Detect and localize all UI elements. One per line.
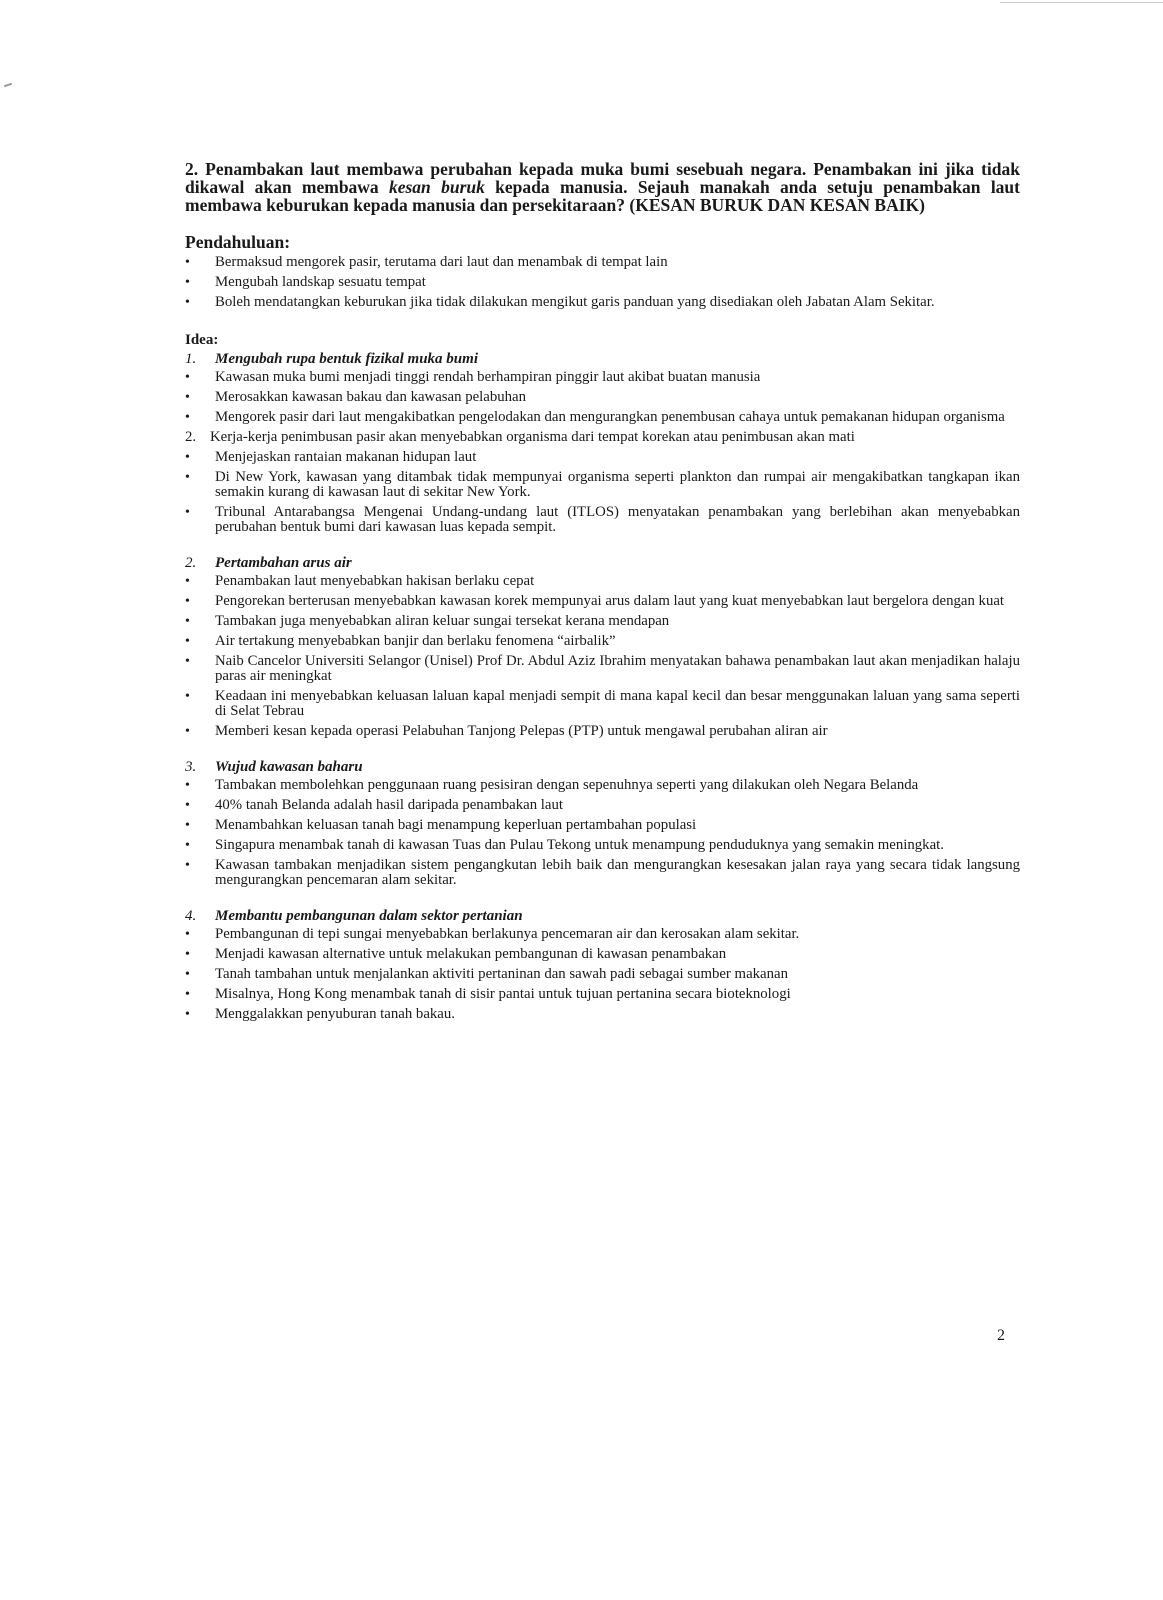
list-item: • Naib Cancelor Universiti Selangor (Unisel) Prof Dr. Abdul Aziz Ibrahim menyatakan bahawa penambakan laut akan menjadikan halaju paras air meningkat — [185, 654, 1020, 684]
list-item: • Merosakkan kawasan bakau dan kawasan pelabuhan — [185, 390, 1020, 405]
list-item: • Pembangunan di tepi sungai menyebabkan berlakunya pencemaran air dan kerosakan alam sekitar. — [185, 927, 1020, 942]
section-heading: Pertambahan arus air — [215, 555, 352, 571]
list-item: • Pengorekan berterusan menyebabkan kawasan korek mempunyai arus dalam laut yang kuat menyebabkan laut bergelora dengan kuat — [185, 594, 1020, 609]
list-item: • Menjejaskan rantaian makanan hidupan laut — [185, 450, 1020, 465]
section-1-list — [185, 370, 1020, 425]
section-3-list — [185, 778, 1020, 888]
list-item: • Tambakan juga menyebabkan aliran keluar sungai tersekat kerana mendapan — [185, 614, 1020, 629]
section-title — [185, 759, 1020, 775]
list-item: • Keadaan ini menyebabkan keluasan laluan kapal menjadi sempit di mana kapal kecil dan besar menggunakan laluan yang sama seperti di Selat Tebrau — [185, 689, 1020, 719]
list-item: • Kawasan muka bumi menjadi tinggi rendah berhampiran pinggir laut akibat buatan manusia — [185, 370, 1020, 385]
list-item: • Memberi kesan kepada operasi Pelabuhan Tanjong Pelepas (PTP) untuk mengawal perubahan aliran air — [185, 724, 1020, 739]
section-number: 4. — [185, 908, 197, 924]
section-4-list — [185, 927, 1020, 1022]
section-heading: Membantu pembangunan dalam sektor pertanian — [215, 908, 523, 924]
section-2-list — [185, 574, 1020, 739]
list-item: • Tribunal Antarabangsa Mengenai Undang-undang laut (ITLOS) menyatakan penambakan yang berlebihan akan menyebabkan perubahan bentuk bumi dari kawasan luas kepada sempit. — [185, 505, 1020, 535]
list-item: • Tambakan membolehkan penggunaan ruang pesisiran dengan sepenuhnya seperti yang dilakukan oleh Negara Belanda — [185, 778, 1020, 793]
section-number: 2. — [185, 555, 197, 571]
section-heading: Wujud kawasan baharu — [215, 759, 363, 775]
list-item: • Mengubah landskap sesuatu tempat — [185, 275, 1020, 290]
question-part2: kepada manusia. Sejauh manakah anda setuju penambakan laut membawa keburukan kepada manusia dan persekitaraan? (KESAN BURUK DAN KESAN BAIK) — [185, 177, 1020, 215]
section-title — [185, 908, 1020, 924]
intro-heading: Pendahuluan: — [185, 232, 291, 252]
document-page — [185, 160, 1020, 1027]
question-part1: 2. Penambakan laut membawa perubahan kepada muka bumi sesebuah negara. Penambakan ini jika tidak dikawal akan membawa — [185, 159, 1020, 197]
list-item: • Penambakan laut menyebabkan hakisan berlaku cepat — [185, 574, 1020, 589]
point-number: 2. — [185, 429, 197, 445]
section-heading: Mengubah rupa bentuk fizikal muka bumi — [215, 351, 478, 367]
section-title — [185, 555, 1020, 571]
page-number: 2 — [997, 1327, 1005, 1344]
section-title — [185, 351, 1020, 367]
section-1-list-2 — [185, 450, 1020, 535]
scan-mark — [4, 83, 12, 88]
point-text: Kerja-kerja penimbusan pasir akan menyebabkan organisma dari tempat korekan atau penimbusan akan mati — [210, 429, 855, 445]
list-item: • Misalnya, Hong Kong menambak tanah di sisir pantai untuk tujuan pertanina secara bioteknologi — [185, 987, 1020, 1002]
list-item: • Menjadi kawasan alternative untuk melakukan pembangunan di kawasan penambakan — [185, 947, 1020, 962]
list-item: • Mengorek pasir dari laut mengakibatkan pengelodakan dan mengurangkan penembusan cahaya untuk pemakanan hidupan organisma — [185, 410, 1020, 425]
idea-label: Idea: — [185, 332, 219, 348]
list-item: • Di New York, kawasan yang ditambak tidak mempunyai organisma seperti plankton dan rumpai air mengakibatkan tangkapan ikan semakin kurang di kawasan laut di sekitar New York. — [185, 470, 1020, 500]
list-item: • Bermaksud mengorek pasir, terutama dari laut dan menambak di tempat lain — [185, 255, 1020, 270]
list-item: • Menambahkan keluasan tanah bagi menampung keperluan pertambahan populasi — [185, 818, 1020, 833]
list-item: • Kawasan tambakan menjadikan sistem pengangkutan lebih baik dan mengurangkan kesesakan jalan raya yang secara tidak langsung mengurangkan pencemaran alam sekitar. — [185, 858, 1020, 888]
list-item: • Boleh mendatangkan keburukan jika tidak dilakukan mengikut garis panduan yang disediakan oleh Jabatan Alam Sekitar. — [185, 295, 1020, 310]
scan-line — [1000, 2, 1163, 3]
question-emphasis: kesan buruk — [388, 177, 485, 197]
section-number: 3. — [185, 759, 197, 775]
list-item: • Singapura menambak tanah di kawasan Tuas dan Pulau Tekong untuk menampung penduduknya yang semakin meningkat. — [185, 838, 1020, 853]
list-item: • 40% tanah Belanda adalah hasil daripada penambakan laut — [185, 798, 1020, 813]
intro-list — [185, 255, 1020, 310]
list-item: • Tanah tambahan untuk menjalankan aktiviti pertaninan dan sawah padi sebagai sumber makanan — [185, 967, 1020, 982]
numbered-point — [185, 430, 1020, 445]
question-text — [185, 160, 1020, 214]
section-number: 1. — [185, 351, 197, 367]
list-item: • Menggalakkan penyuburan tanah bakau. — [185, 1007, 1020, 1022]
list-item: • Air tertakung menyebabkan banjir dan berlaku fenomena “airbalik” — [185, 634, 1020, 649]
